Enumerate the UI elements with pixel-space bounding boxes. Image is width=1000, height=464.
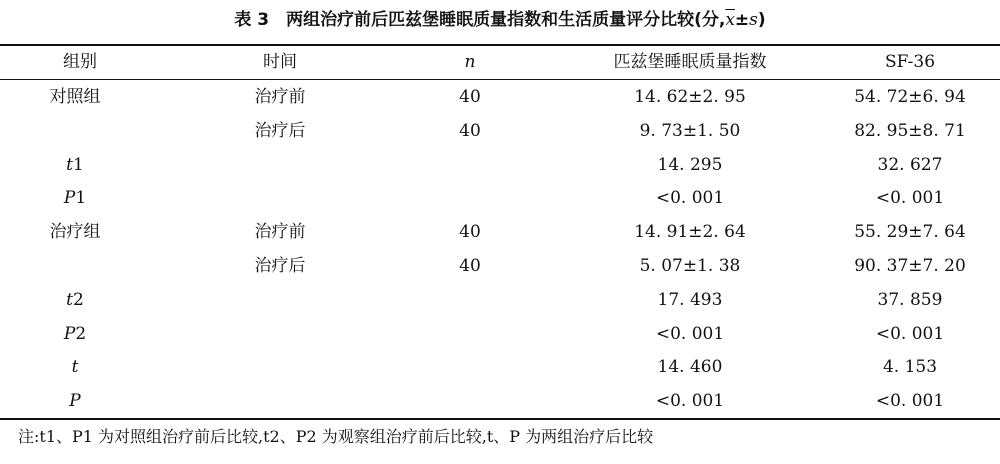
table-row: [0, 350, 1000, 384]
sd-symbol: s: [749, 10, 758, 30]
cell-sf36: 82. 95±8. 71: [854, 120, 966, 141]
table-row: [0, 283, 1000, 317]
plus-minus-symbol: ±: [734, 10, 750, 30]
table-row: [0, 181, 1000, 215]
table-row: [0, 249, 1000, 283]
header-n: n: [464, 52, 476, 72]
cell-psqi: <0. 001: [655, 323, 725, 344]
cell-group: P2: [63, 323, 87, 344]
cell-n: 40: [459, 256, 481, 276]
title-close-paren: ): [757, 10, 766, 30]
cell-group: t2: [66, 289, 84, 310]
table-row: [0, 384, 1000, 418]
header-group: 组别: [63, 52, 97, 72]
table-row: [0, 114, 1000, 148]
cell-time: 治疗后: [254, 120, 306, 141]
cell-sf36: 90. 37±7. 20: [854, 256, 966, 276]
cell-n: 40: [459, 87, 481, 107]
mean-symbol: $\overline{x}$: [725, 10, 735, 30]
cell-psqi: 14. 91±2. 64: [634, 222, 746, 243]
table-title: [0, 9, 1000, 31]
header-time: 时间: [263, 52, 297, 72]
cell-sf36: 55. 29±7. 64: [854, 222, 966, 243]
cell-psqi: 14. 295: [657, 154, 723, 175]
cell-psqi: 14. 460: [657, 357, 723, 378]
cell-n: 40: [459, 120, 481, 141]
cell-psqi: 14. 62±2. 95: [634, 87, 746, 107]
table-title-text: 表 3 两组治疗前后匹兹堡睡眠质量指数和生活质量评分比较(分,: [234, 10, 726, 30]
cell-psqi: <0. 001: [655, 188, 725, 209]
cell-psqi: 9. 73±1. 50: [639, 120, 741, 141]
cell-sf36: 4. 153: [882, 357, 938, 378]
table-row: [0, 215, 1000, 249]
cell-sf36: <0. 001: [875, 323, 945, 344]
table-header-row: [0, 45, 1000, 79]
cell-time: 治疗后: [254, 256, 306, 276]
cell-group: P1: [63, 188, 87, 209]
cell-group: 治疗组: [49, 222, 101, 243]
cell-sf36: <0. 001: [875, 188, 945, 209]
cell-sf36: 54. 72±6. 94: [854, 87, 966, 107]
cell-group: 对照组: [49, 87, 101, 107]
cell-psqi: <0. 001: [655, 391, 725, 412]
header-sf36: SF-36: [884, 52, 936, 72]
table-note: 注:t1、P1 为对照组治疗前后比较,t2、P2 为观察组治疗前后比较,t、P 为两组治疗后比较: [18, 427, 654, 446]
table-row: [0, 317, 1000, 351]
table-row: [0, 148, 1000, 182]
cell-group: P: [69, 391, 81, 412]
cell-sf36: 32. 627: [877, 154, 943, 175]
cell-group: t: [71, 357, 79, 378]
cell-sf36: <0. 001: [875, 391, 945, 412]
cell-time: 治疗前: [254, 87, 306, 107]
table-row: [0, 80, 1000, 114]
cell-psqi: 5. 07±1. 38: [639, 256, 741, 276]
header-psqi: 匹兹堡睡眠质量指数: [613, 52, 767, 72]
cell-time: 治疗前: [254, 222, 306, 243]
cell-psqi: 17. 493: [657, 289, 723, 310]
cell-group: t1: [66, 154, 84, 175]
cell-n: 40: [459, 222, 481, 243]
table-bottom-rule: [0, 418, 1000, 420]
cell-sf36: 37. 859: [877, 289, 943, 310]
